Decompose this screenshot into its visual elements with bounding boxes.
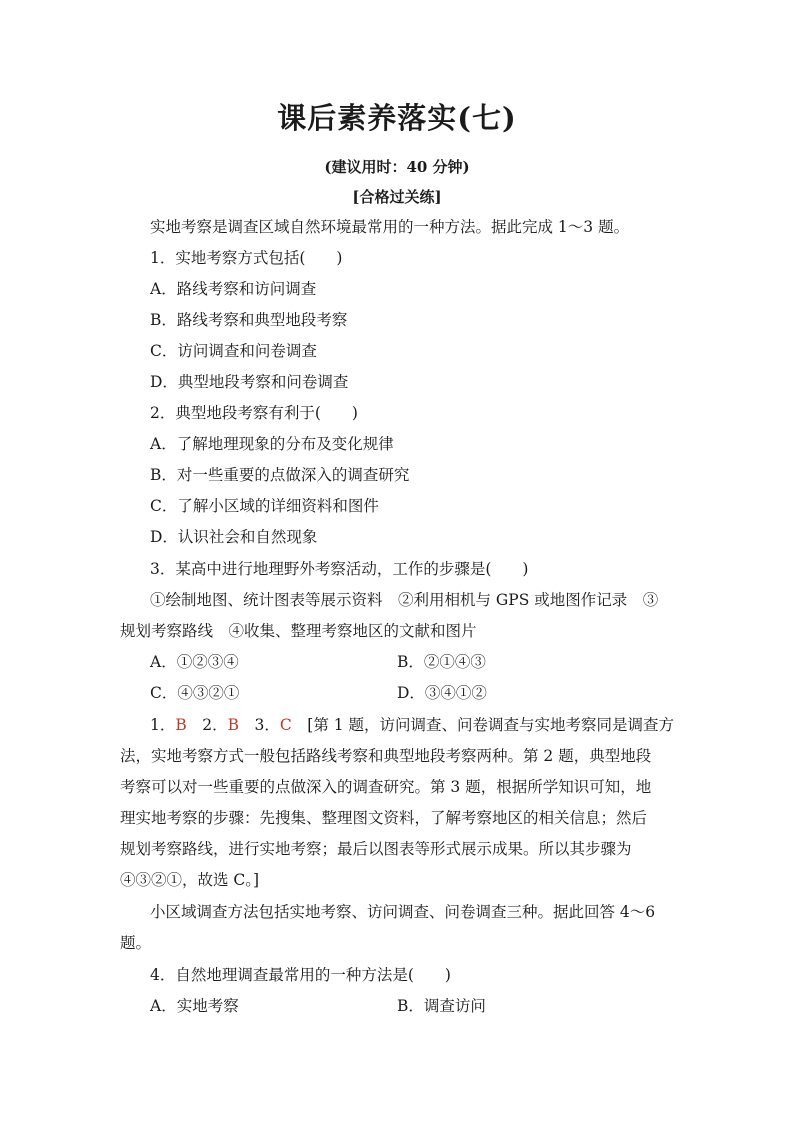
question-4-option-b: B．调查访问 [397, 997, 486, 1015]
question-1-option-b: B．路线考察和典型地段考察 [150, 311, 348, 329]
question-1-option-d: D．典型地段考察和问卷调查 [150, 373, 349, 391]
question-3-steps-line-1: ①绘制地图、统计图表等展示资料 ②利用相机与 GPS 或地图作记录 ③ [150, 591, 659, 609]
intro-paragraph-2-line-1: 小区域调查方法包括实地考察、访问调查、问卷调查三种。据此回答 4～6 [150, 903, 656, 921]
question-2-stem: 2．典型地段考察有利于( ) [150, 404, 358, 422]
question-2-option-a: A．了解地理现象的分布及变化规律 [150, 435, 394, 453]
time-hint: (建议用时：40 分钟) [324, 158, 470, 176]
question-2-option-d: D．认识社会和自然现象 [150, 528, 318, 546]
intro-paragraph-1: 实地考察是调查区域自然环境最常用的一种方法。据此完成 1～3 题。 [150, 218, 630, 236]
answer-1-line-3: 考察可以对一些重要的点做深入的调查研究。第 3 题，根据所学知识可知，地 [120, 778, 652, 796]
question-2-option-c: C．了解小区域的详细资料和图件 [150, 497, 379, 515]
answer-1-line-6: ④③②①，故选 C。] [120, 871, 260, 889]
answer-number-3: 3． [239, 716, 280, 734]
page-title: 课后素养落实(七) [277, 101, 517, 135]
question-4-stem: 4．自然地理调查最常用的一种方法是( ) [150, 966, 451, 984]
question-3-option-b: B．②①④③ [397, 653, 486, 671]
question-1-stem: 1．实地考察方式包括( ) [150, 249, 343, 267]
question-2-option-b: B．对一些重要的点做深入的调查研究 [150, 466, 410, 484]
answer-number-2: 2． [186, 716, 228, 734]
answer-key-3: C [279, 716, 292, 734]
question-1-option-c: C．访问调查和问卷调查 [150, 342, 317, 360]
answer-1-line-1 [150, 715, 674, 735]
question-1-option-a: A．路线考察和访问调查 [150, 280, 317, 298]
question-3-option-a: A．①②③④ [150, 653, 239, 671]
answer-explanation-start: [第 1 题，访问调查、问卷调查与实地考察同是调查方 [291, 716, 675, 734]
answer-number-1: 1． [150, 716, 176, 734]
answer-1-line-2: 法，实地考察方式一般包括路线考察和典型地段考察两种。第 2 题，典型地段 [120, 747, 652, 765]
question-3-option-c: C．④③②① [150, 684, 240, 702]
answer-1-line-4: 理实地考察的步骤：先搜集、整理图文资料，了解考察地区的相关信息；然后 [120, 809, 648, 827]
answer-key-1: B [175, 716, 187, 734]
question-4-option-a: A．实地考察 [150, 997, 239, 1015]
question-3-option-d: D．③④①② [397, 684, 487, 702]
answer-key-2: B [227, 716, 240, 734]
section-label: [合格过关练] [352, 188, 442, 206]
intro-paragraph-2-line-2: 题。 [120, 934, 152, 952]
question-3-steps-line-2: 规划考察路线 ④收集、整理考察地区的文献和图片 [120, 622, 477, 640]
question-3-stem: 3．某高中进行地理野外考察活动，工作的步骤是( ) [150, 560, 529, 578]
answer-1-line-5: 规划考察路线，进行实地考察；最后以图表等形式展示成果。所以其步骤为 [120, 840, 632, 858]
